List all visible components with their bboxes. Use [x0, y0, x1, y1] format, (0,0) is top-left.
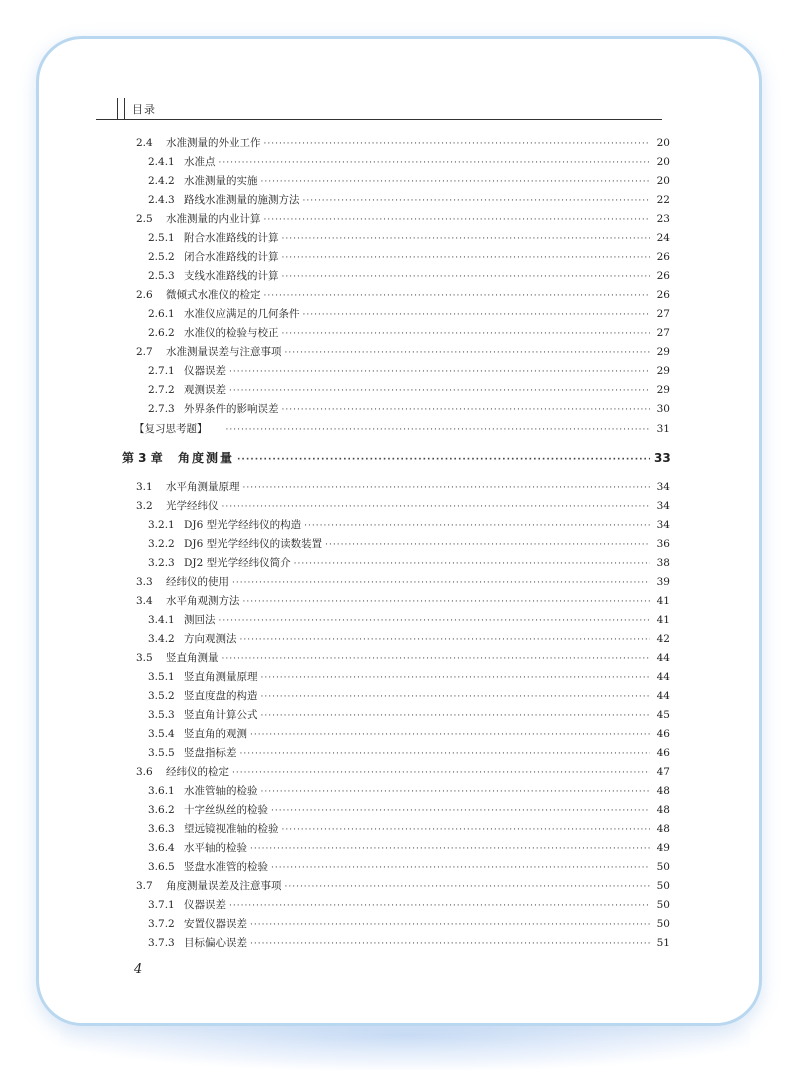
toc-number: 2.5 [136, 213, 153, 225]
toc-entry[interactable] [148, 192, 670, 208]
dot-leader [264, 288, 651, 304]
toc-entry[interactable] [148, 306, 670, 322]
toc-title: 水准测量误差与注意事项 [166, 346, 282, 358]
toc-title: 测回法 [184, 614, 216, 626]
toc-title: 经纬仪的使用 [166, 576, 229, 588]
toc-page: 27 [656, 327, 670, 339]
dot-leader [261, 670, 651, 686]
toc-page: 38 [656, 557, 670, 569]
toc-title: 微倾式水准仪的检定 [166, 289, 261, 301]
dot-leader [261, 174, 651, 190]
toc-page: 29 [656, 365, 670, 377]
toc-entry[interactable] [148, 401, 670, 417]
toc-page: 44 [656, 652, 670, 664]
dot-leader [282, 822, 651, 838]
toc-number: 3.7.3 [148, 937, 175, 949]
dot-leader [240, 632, 651, 648]
dot-leader [250, 936, 650, 952]
toc-page: 30 [656, 403, 670, 415]
dot-leader [285, 879, 651, 895]
toc-page: 23 [656, 213, 670, 225]
dot-leader [219, 613, 651, 629]
toc-page: 20 [656, 137, 670, 149]
toc-title: 水准测量的内业计算 [166, 213, 261, 225]
toc-entry[interactable] [136, 650, 670, 666]
toc-page: 50 [656, 861, 670, 873]
toc-number: 3.5.2 [148, 690, 175, 702]
toc-page: 34 [656, 500, 670, 512]
toc-entry[interactable] [148, 325, 670, 341]
toc-page: 48 [656, 804, 670, 816]
dot-leader [250, 917, 650, 933]
toc-title: 经纬仪的检定 [166, 766, 229, 778]
toc-number: 3.7.2 [148, 918, 175, 930]
toc-number: 3.5.3 [148, 709, 175, 721]
toc-entry[interactable] [148, 249, 670, 265]
toc-title: 仪器误差 [184, 899, 226, 911]
toc-number: 3.2.3 [148, 557, 175, 569]
toc-title: 目标偏心误差 [184, 937, 247, 949]
dot-leader [232, 575, 650, 591]
dot-leader [229, 364, 650, 380]
toc-title: 竖盘水准管的检验 [184, 861, 268, 873]
toc-number: 2.6.1 [148, 308, 175, 320]
toc-entry[interactable] [148, 154, 670, 170]
dot-leader [250, 841, 650, 857]
toc-title: 竖直角测量 [166, 652, 219, 664]
toc-number: 3.5.4 [148, 728, 175, 740]
dot-leader [282, 250, 651, 266]
dot-leader [282, 231, 651, 247]
toc-page: 36 [656, 538, 670, 550]
toc-page: 46 [656, 747, 670, 759]
toc-entry[interactable] [148, 382, 670, 398]
toc-number: 3.5 [136, 652, 153, 664]
chapter-number: 第 3 章 [122, 451, 163, 465]
toc-entry[interactable] [148, 669, 670, 685]
toc-title: 水准测量的外业工作 [166, 137, 261, 149]
dot-leader [229, 383, 650, 399]
toc-title: DJ2 型光学经纬仪简介 [184, 557, 291, 569]
dot-leader [261, 689, 651, 705]
toc-page: 47 [656, 766, 670, 778]
toc-title: 仪器误差 [184, 365, 226, 377]
toc-title: 【复习思考题】 [134, 423, 208, 435]
toc-page: 50 [656, 899, 670, 911]
toc-page: 33 [654, 451, 671, 465]
dot-leader [325, 537, 650, 553]
toc-page: 34 [656, 519, 670, 531]
toc-entry[interactable] [148, 230, 670, 246]
dot-leader [261, 708, 651, 724]
toc-page: 41 [656, 595, 670, 607]
toc-entry-review[interactable] [134, 421, 670, 437]
chapter-title: 角度测量 [178, 451, 235, 465]
toc-entry[interactable] [148, 173, 670, 189]
toc-number: 2.5.2 [148, 251, 175, 263]
toc-title: 水平角测量原理 [166, 481, 240, 493]
toc-page: 26 [656, 270, 670, 282]
toc-entry[interactable] [148, 935, 670, 951]
toc-page: 29 [656, 346, 670, 358]
toc-entry[interactable] [136, 344, 670, 360]
toc-title: 水准仪应满足的几何条件 [184, 308, 300, 320]
toc-page: 26 [656, 289, 670, 301]
dot-leader [303, 193, 651, 209]
toc-entry[interactable] [148, 268, 670, 284]
toc-page: 51 [656, 937, 670, 949]
toc-number: 3.6.5 [148, 861, 175, 873]
toc-entry[interactable] [136, 287, 670, 303]
toc-title: 水平轴的检验 [184, 842, 247, 854]
toc-title: 十字丝纵丝的检验 [184, 804, 268, 816]
dot-leader [264, 212, 651, 228]
dot-leader [285, 345, 651, 361]
toc-entry[interactable] [148, 555, 670, 571]
toc-entry[interactable] [148, 783, 670, 799]
toc-number: 3.4.1 [148, 614, 175, 626]
toc-number: 2.7.1 [148, 365, 175, 377]
toc-chapter-entry[interactable] [122, 450, 670, 466]
toc-page: 26 [656, 251, 670, 263]
dot-leader [240, 746, 651, 762]
toc-page: 39 [656, 576, 670, 588]
toc-page: 48 [656, 823, 670, 835]
running-header: 目录 [132, 103, 156, 116]
toc-title: 竖盘指标差 [184, 747, 237, 759]
toc-page: 41 [656, 614, 670, 626]
toc-number: 3.7 [136, 880, 153, 892]
toc-title: 水准测量的实施 [184, 175, 258, 187]
dot-leader [222, 499, 651, 515]
toc-number: 3.6.4 [148, 842, 175, 854]
toc-page: 50 [656, 918, 670, 930]
toc-title: 闭合水准路线的计算 [184, 251, 279, 263]
toc-entry[interactable] [148, 821, 670, 837]
toc-entry[interactable] [136, 878, 670, 894]
toc-page: 48 [656, 785, 670, 797]
toc-page: 44 [656, 671, 670, 683]
dot-leader [261, 784, 651, 800]
toc-page: 44 [656, 690, 670, 702]
toc-entry[interactable] [148, 916, 670, 932]
toc-entry[interactable] [148, 612, 670, 628]
toc-page: 42 [656, 633, 670, 645]
toc-title: DJ6 型光学经纬仪的构造 [184, 519, 302, 531]
toc-number: 2.5.1 [148, 232, 175, 244]
toc-number: 2.7 [136, 346, 153, 358]
dot-leader [250, 727, 650, 743]
toc-number: 2.6 [136, 289, 153, 301]
dot-leader [226, 422, 651, 438]
toc-title: 竖直角计算公式 [184, 709, 258, 721]
toc-page: 50 [656, 880, 670, 892]
dot-leader [271, 803, 650, 819]
toc-number: 3.6.3 [148, 823, 175, 835]
toc-entry[interactable] [148, 631, 670, 647]
toc-entry[interactable] [148, 745, 670, 761]
toc-page: 20 [656, 156, 670, 168]
toc-page: 24 [656, 232, 670, 244]
toc-page: 46 [656, 728, 670, 740]
toc-title: DJ6 型光学经纬仪的读数装置 [184, 538, 323, 550]
toc-entry[interactable] [148, 363, 670, 379]
toc-number: 3.6.2 [148, 804, 175, 816]
toc-entry[interactable] [136, 498, 670, 514]
toc-title: 光学经纬仪 [166, 500, 219, 512]
toc-number: 3.3 [136, 576, 153, 588]
dot-leader [282, 402, 651, 418]
toc-number: 3.6.1 [148, 785, 175, 797]
toc-number: 2.4.3 [148, 194, 175, 206]
toc-entry[interactable] [136, 764, 670, 780]
toc-entry[interactable] [148, 517, 670, 533]
toc-number: 3.1 [136, 481, 153, 493]
dot-leader [232, 765, 650, 781]
toc-number: 3.4.2 [148, 633, 175, 645]
toc-title: 附合水准路线的计算 [184, 232, 279, 244]
dot-leader [303, 307, 651, 323]
toc-number: 2.7.3 [148, 403, 175, 415]
page-number: 4 [134, 962, 143, 977]
toc-title: 外界条件的影响误差 [184, 403, 279, 415]
toc-number: 2.4.2 [148, 175, 175, 187]
toc-title: 竖直角的观测 [184, 728, 247, 740]
dot-leader [294, 556, 650, 572]
toc-entry[interactable] [148, 897, 670, 913]
toc-entry[interactable] [136, 593, 670, 609]
dot-leader [229, 898, 650, 914]
toc-entry[interactable] [136, 135, 670, 151]
toc-entry[interactable] [148, 707, 670, 723]
toc-number: 3.2.1 [148, 519, 175, 531]
toc-number: 3.2 [136, 500, 153, 512]
toc-number: 3.6 [136, 766, 153, 778]
toc-entry[interactable] [148, 859, 670, 875]
toc-entry[interactable] [148, 688, 670, 704]
dot-leader [282, 269, 651, 285]
toc-number: 3.7.1 [148, 899, 175, 911]
toc-number: 3.5.1 [148, 671, 175, 683]
dot-leader [282, 326, 651, 342]
toc-title: 角度测量误差及注意事项 [166, 880, 282, 892]
toc-title: 观测误差 [184, 384, 226, 396]
dot-leader [237, 452, 650, 468]
dot-leader [304, 518, 650, 534]
toc-number: 2.7.2 [148, 384, 175, 396]
toc-entry[interactable] [148, 840, 670, 856]
dot-leader [243, 594, 651, 610]
toc-page: 29 [656, 384, 670, 396]
toc-title: 竖直度盘的构造 [184, 690, 258, 702]
toc-number: 3.2.2 [148, 538, 175, 550]
toc-title: 水准仪的检验与校正 [184, 327, 279, 339]
toc-number: 3.5.5 [148, 747, 175, 759]
toc-entry[interactable] [148, 536, 670, 552]
toc-title: 望远镜视准轴的检验 [184, 823, 279, 835]
toc-page: 22 [656, 194, 670, 206]
toc-page: 49 [656, 842, 670, 854]
toc-entry[interactable] [148, 802, 670, 818]
toc-number: 2.6.2 [148, 327, 175, 339]
toc-number: 3.4 [136, 595, 153, 607]
dot-leader [219, 155, 651, 171]
toc-title: 安置仪器误差 [184, 918, 247, 930]
toc-entry[interactable] [136, 479, 670, 495]
dot-leader [243, 480, 651, 496]
toc-page: 27 [656, 308, 670, 320]
toc-title: 水平角观测方法 [166, 595, 240, 607]
toc-title: 方向观测法 [184, 633, 237, 645]
dot-leader [222, 651, 651, 667]
toc-entry[interactable] [136, 211, 670, 227]
toc-number: 2.4.1 [148, 156, 175, 168]
toc-title: 路线水准测量的施测方法 [184, 194, 300, 206]
toc-entry[interactable] [148, 726, 670, 742]
toc-title: 水准管轴的检验 [184, 785, 258, 797]
toc-page: 20 [656, 175, 670, 187]
toc-number: 2.5.3 [148, 270, 175, 282]
toc-title: 支线水准路线的计算 [184, 270, 279, 282]
toc-page: 34 [656, 481, 670, 493]
dot-leader [271, 860, 650, 876]
toc-page: 31 [656, 423, 670, 435]
toc-number: 2.4 [136, 137, 153, 149]
toc-page: 45 [656, 709, 670, 721]
toc-title: 水准点 [184, 156, 216, 168]
dot-leader [264, 136, 651, 152]
toc-title: 竖直角测量原理 [184, 671, 258, 683]
toc-entry[interactable] [136, 574, 670, 590]
